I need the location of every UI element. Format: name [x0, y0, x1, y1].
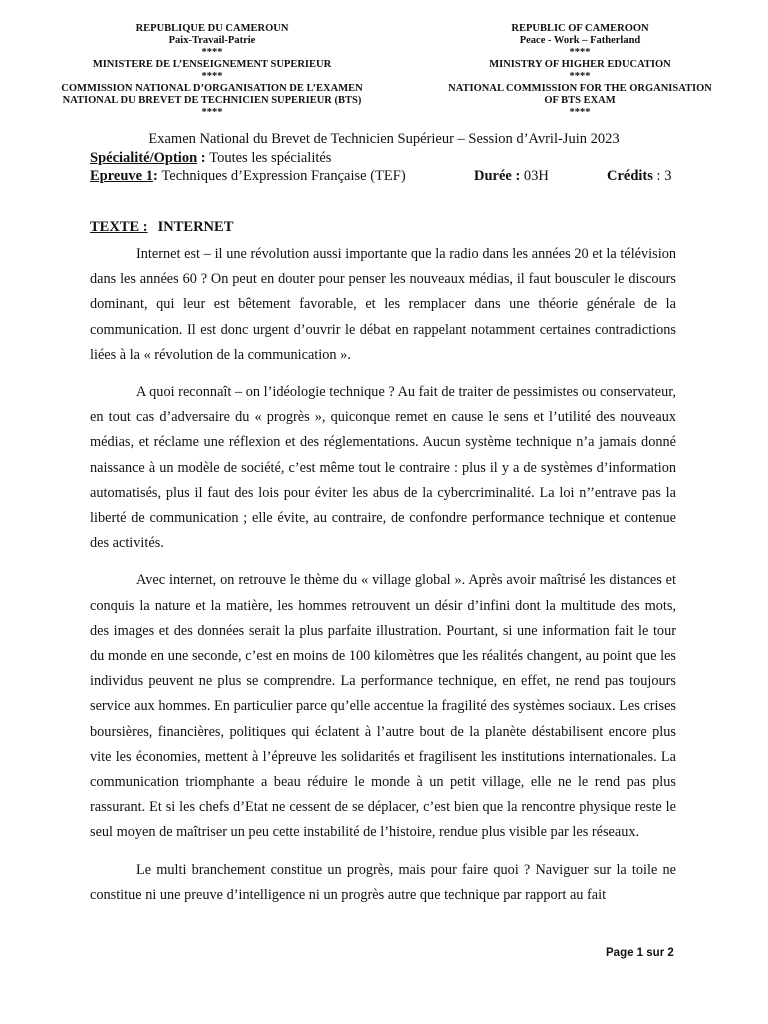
- header-left-line: NATIONAL DU BREVET DE TECHNICIEN SUPERIEUR (BTS): [62, 95, 362, 106]
- header-right-line: OF BTS EXAM: [544, 95, 616, 106]
- text-title: INTERNET: [157, 219, 234, 235]
- credits-value: : 3: [652, 168, 672, 184]
- article-paragraph: A quoi reconnaît – on l’idéologie technique ? Au fait de traiter de pessimistes ou conservateur, en tout cas d’adversaire du « progrès », quiconque remet en cause le sens et l’utilité des nouveaux médias, et réclame une réflexion et des réglementations. Aucun système technique n’a jamais donné naissance à un modèle de société, c’est même tout le contraire : plus il y a de systèmes d’information automatisés, plus il faut des lois pour éviter les abus de la cybercriminalité. La loi n’’entrave pas la liberté de communication ; elle évite, au contraire, de confondre performance technique et contenue des activités.: [90, 384, 676, 552]
- credits-label: Crédits: [607, 168, 653, 184]
- header-right-line: Peace - Work – Fatherland: [519, 35, 641, 46]
- duree-label: Durée :: [474, 168, 521, 184]
- header-right-line: NATIONAL COMMISSION FOR THE ORGANISATION: [448, 83, 712, 94]
- page-number: Page 1 sur 2: [606, 947, 674, 959]
- duree-value: 03H: [520, 168, 549, 184]
- header-right-line: ****: [569, 47, 591, 58]
- duree-field: [474, 168, 549, 185]
- header-right-block: [410, 23, 750, 119]
- epreuve-label: Epreuve 1: [90, 168, 153, 184]
- specialty-value: Toutes les spécialités: [209, 150, 332, 166]
- header-left-line: COMMISSION NATIONAL D’ORGANISATION DE L’EXAMEN: [61, 83, 363, 94]
- specialty-separator: :: [197, 150, 210, 166]
- epreuve-separator: :: [152, 168, 162, 184]
- header-left-line: REPUBLIQUE DU CAMEROUN: [135, 23, 289, 34]
- header-left-block: [42, 23, 382, 119]
- header-right-line: ****: [569, 71, 591, 82]
- epreuve-line: [90, 168, 406, 185]
- header-left-line: ****: [201, 47, 223, 58]
- specialty-label: Spécialité/Option: [90, 150, 198, 166]
- credits-field: [607, 168, 671, 185]
- header-left-line: ****: [201, 107, 223, 118]
- article-paragraph: Internet est – il une révolution aussi importante que la radio dans les années 20 et la télévision dans les années 60 ? On peut en douter pour penser les nouveaux médias, il faut bousculer le discours dominant, qui leur est bêtement favorable, et les remplacer dans une théorie générale de la communication. Il est donc urgent d’ouvrir le débat en rappelant notamment certaines contradictions liées à la « révolution de la communication ».: [90, 246, 676, 363]
- text-title-line: [90, 219, 233, 236]
- header-left-line: MINISTERE DE L’ENSEIGNEMENT SUPERIEUR: [92, 59, 332, 70]
- article-body: [90, 242, 676, 920]
- epreuve-value: Techniques d’Expression Française (TEF): [161, 168, 406, 184]
- article-paragraph: Avec internet, on retrouve le thème du « village global ». Après avoir maîtrisé les distances et conquis la nature et la matière, les hommes retrouvent un désir d’infini dont la multitude des mots, des images et des données serait la plus parfaite illustration. Pourtant, si une information fait le tour du monde en une seconde, c’est en moins de 100 kilomètres que les réalités changent, au point que les individus peuvent ne plus se comprendre. La performance technique, en effet, ne rend pas toujours service aux hommes. En particulier parce qu’elle accentue la fragilité des systèmes sociaux. Les crises boursières, financières, politiques qui éclatent à l’autre bout de la planète déstabilisent encore plus vite les économies, mettent à l’épreuve les solidarités et fragilisent les institutions internationales. La communication triomphante a beau réduire le monde à un petit village, elle ne le rend pas plus rassurant. Et si les chefs d’Etat ne cessent de se déplacer, c’est bien que la rencontre physique reste le seul moyen de maîtriser un peu cette instabilité de l’histoire, rendue plus visible par les réseaux.: [90, 572, 676, 841]
- header-right-line: ****: [569, 107, 591, 118]
- specialty-line: [90, 150, 331, 167]
- exam-session-line: Examen National du Brevet de Technicien Supérieur – Session d’Avril-Juin 2023: [148, 131, 620, 147]
- header-left-line: Paix-Travail-Patrie: [168, 35, 256, 46]
- header-right-line: MINISTRY OF HIGHER EDUCATION: [489, 59, 671, 70]
- article-paragraph: Le multi branchement constitue un progrès, mais pour faire quoi ? Naviguer sur la toile ne constitue ni une preuve d’intelligence ni un progrès autre que technique par rapport au fait: [90, 861, 676, 903]
- text-label: TEXTE :: [90, 219, 148, 235]
- header-left-line: ****: [201, 71, 223, 82]
- header-right-line: REPUBLIC OF CAMEROON: [511, 23, 649, 34]
